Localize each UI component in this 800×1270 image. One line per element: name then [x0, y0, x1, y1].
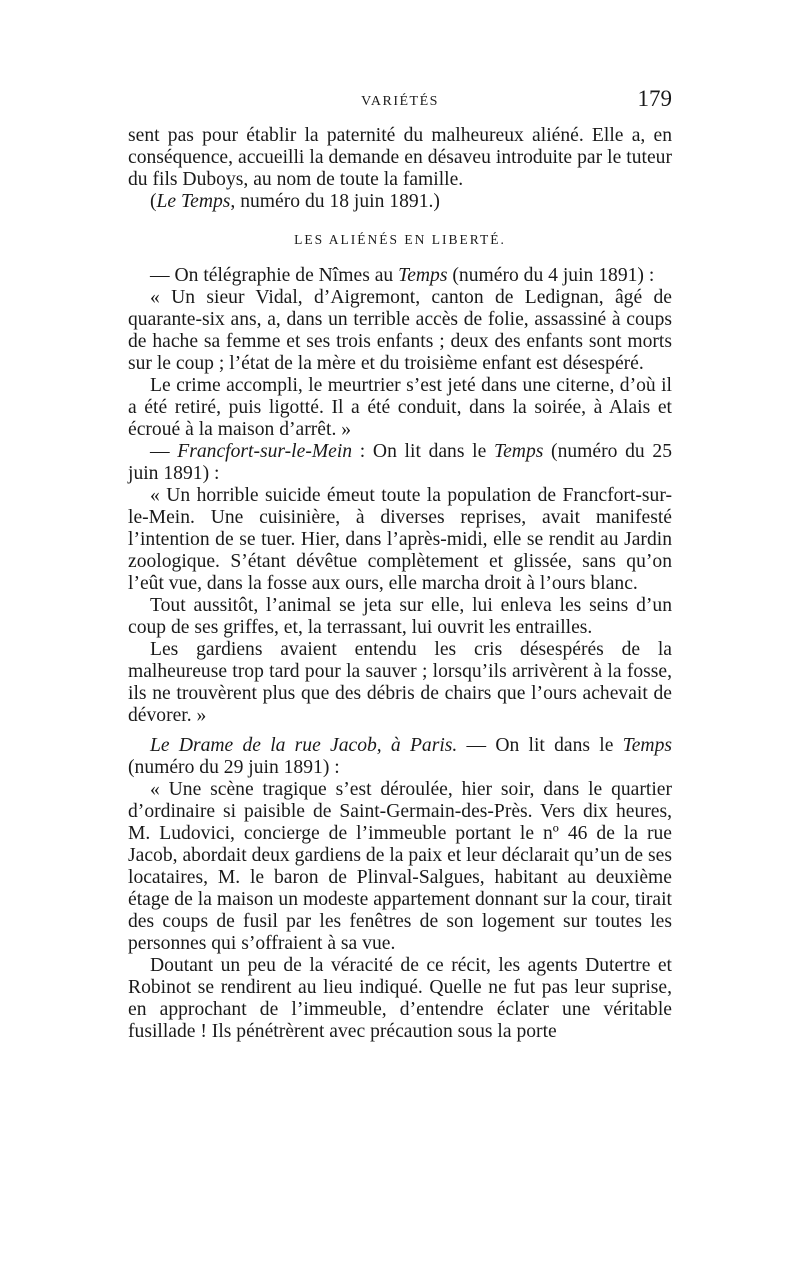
paragraph-6: [128, 441, 672, 485]
text-run: (: [150, 191, 157, 212]
source-name: Temps: [398, 265, 448, 286]
place-name: Francfort-sur-le-Mein: [177, 441, 353, 462]
paragraph-7: « Un horrible suicide émeut toute la population de Francfort-sur-le-Mein. Une cuisinière, à diverses reprises, avait manifesté l’intention de se tuer. Hier, dans l’après-midi, elle se rendit au Jardin zoologique. S’étant dévêtue complètement et glissée, sans qu’on l’eût vue, dans la fosse aux ours, elle marcha droit à l’ours blanc.: [128, 485, 672, 594]
source-name: Le Temps: [156, 191, 231, 212]
running-title: VARIÉTÉS: [361, 94, 439, 109]
article-title: Le Drame de la rue Jacob, à Paris.: [150, 735, 458, 756]
paragraph-12: Doutant un peu de la véracité de ce récit, les agents Dutertre et Robinot se rendirent au lieu indiqué. Quelle ne fut pas leur suprise, en approchant de l’immeuble, d’entendre éclater une véritable fusillade ! Ils pénétrèrent avec précaution sous la porte: [128, 955, 672, 1042]
paragraph-3: [128, 265, 672, 287]
body-text: [128, 125, 672, 1043]
text-run: — On lit dans le: [457, 735, 623, 756]
paragraph-9: Les gardiens avaient entendu les cris désespérés de la malheureuse trop tard pour la sauver ; lorsqu’ils arrivèrent à la fosse, ils ne trouvèrent plus que des débris de chairs que l’ours achevait de dévorer. »: [128, 639, 672, 726]
paragraph-2: [128, 191, 672, 213]
paragraph-8: Tout aussitôt, l’animal se jeta sur elle, lui enleva les seins d’un coup de ses griffes, et, la terrassant, lui ouvrit les entrailles.: [128, 595, 672, 638]
paragraph-5: Le crime accompli, le meurtrier s’est jeté dans une citerne, d’où il a été retiré, puis ligotté. Il a été conduit, dans la soirée, à Alais et écroué à la maison d’arrêt. »: [128, 375, 672, 440]
text-run: (numéro du 25 juin 1891) :: [128, 441, 672, 484]
paragraph-11: « Une scène tragique s’est déroulée, hier soir, dans le quartier d’ordinaire si paisible de Saint-Germain-des-Près. Vers dix heures, M. Ludovici, concierge de l’immeuble portant le nº 46 de la rue Jacob, abordait deux gardiens de la paix et leur déclarait qu’un de ses locataires, M. le baron de Plinval-Salgues, habitant au deuxième étage de la maison un modeste appartement donnant sur la cour, tirait des coups de fusil par les fenêtres de son logement sur toutes les personnes qui s’offraient à sa vue.: [128, 779, 672, 954]
source-name: Temps: [622, 735, 672, 756]
text-run: (numéro du 29 juin 1891) :: [128, 757, 340, 778]
text-run: (numéro du 4 juin 1891) :: [447, 265, 655, 286]
text-run: —: [150, 441, 178, 462]
page-number: 179: [637, 86, 672, 111]
paragraph-4: « Un sieur Vidal, d’Aigremont, canton de Ledignan, âgé de quarante-six ans, a, dans un terrible accès de folie, assassiné à coups de hache sa femme et ses trois enfants ; deux des enfants sont morts sur le coup ; l’état de la mère et du troisième enfant est désespéré.: [128, 287, 672, 374]
source-name: Temps: [494, 441, 544, 462]
text-run: : On lit dans le: [352, 441, 494, 462]
text-run: , numéro du 18 juin 1891.): [230, 191, 440, 212]
section-heading: LES ALIÉNÉS EN LIBERTÉ.: [294, 232, 506, 247]
running-head: [128, 86, 672, 116]
paragraph-1: sent pas pour établir la paternité du malheureux aliéné. Elle a, en conséquence, accueilli la demande en désaveu introduite par le tuteur du fils Duboys, au nom de toute la famille.: [128, 125, 672, 190]
text-run: — On télégraphie de Nîmes au: [150, 265, 399, 286]
paragraph-10: [128, 735, 672, 779]
